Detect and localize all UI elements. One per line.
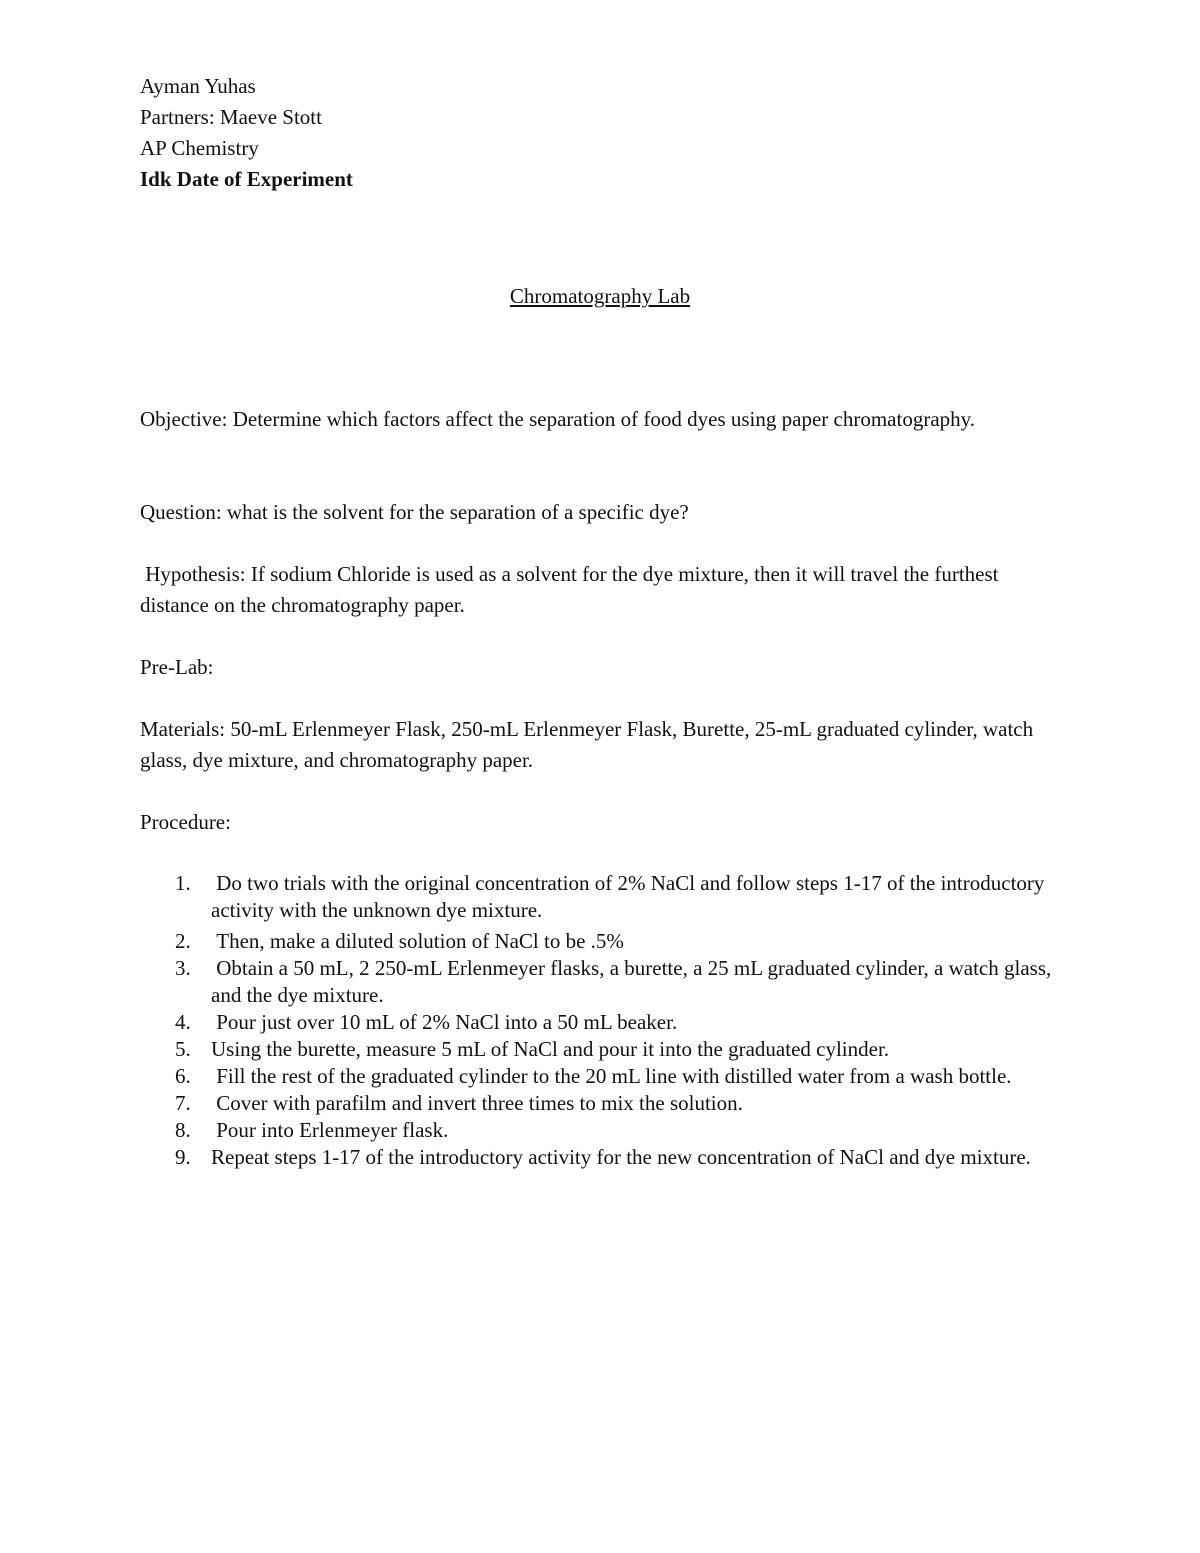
procedure-step-text: Cover with parafilm and invert three times to mix the solution. xyxy=(211,1091,743,1115)
procedure-step-number: 8. xyxy=(175,1118,191,1142)
procedure-step xyxy=(140,1063,1060,1090)
procedure-step-text: Then, make a diluted solution of NaCl to be .5% xyxy=(211,929,624,953)
procedure-step-number: 2. xyxy=(175,929,191,953)
procedure-list xyxy=(140,870,1060,1171)
procedure-step xyxy=(140,1036,1060,1063)
prelab-label: Pre-Lab: xyxy=(140,655,214,679)
objective-paragraph: Objective: Determine which factors affect the separation of food dyes using paper chromatography. xyxy=(140,407,976,431)
procedure-step-text: Fill the rest of the graduated cylinder to the 20 mL line with distilled water from a wash bottle. xyxy=(211,1064,1012,1088)
procedure-step-number: 1. xyxy=(175,871,191,895)
procedure-step-number: 4. xyxy=(175,1010,191,1034)
procedure-step xyxy=(140,870,1060,924)
materials-paragraph: Materials: 50-mL Erlenmeyer Flask, 250-mL Erlenmeyer Flask, Burette, 25-mL graduated cylinder, watch glass, dye mixture, and chromatography paper. xyxy=(140,717,1034,772)
procedure-step xyxy=(140,955,1060,1009)
procedure-step-number: 5. xyxy=(175,1037,191,1061)
procedure-step-number: 7. xyxy=(175,1091,191,1115)
procedure-step xyxy=(140,1090,1060,1117)
procedure-step-number: 6. xyxy=(175,1064,191,1088)
procedure-step-text: Repeat steps 1-17 of the introductory activity for the new concentration of NaCl and dye mixture. xyxy=(211,1145,1031,1169)
document-title xyxy=(0,281,1200,311)
course-line: AP Chemistry xyxy=(140,136,259,160)
procedure-step-number: 3. xyxy=(175,956,191,980)
procedure-step-text: Do two trials with the original concentration of 2% NaCl and follow steps 1-17 of the introductory activity with the unknown dye mixture. xyxy=(211,871,1050,922)
procedure-step-text: Pour just over 10 mL of 2% NaCl into a 50 mL beaker. xyxy=(211,1010,678,1034)
procedure-step xyxy=(140,1117,1060,1144)
question-paragraph: Question: what is the solvent for the separation of a specific dye? xyxy=(140,500,689,524)
procedure-label: Procedure: xyxy=(140,810,231,834)
document-title-text: Chromatography Lab xyxy=(509,284,691,308)
procedure-step xyxy=(140,1009,1060,1036)
procedure-step-text: Pour into Erlenmeyer flask. xyxy=(211,1118,449,1142)
procedure-step xyxy=(140,928,1060,955)
procedure-step xyxy=(140,1144,1060,1171)
procedure-step-text: Obtain a 50 mL, 2 250-mL Erlenmeyer flasks, a burette, a 25 mL graduated cylinder, a watch glass, and the dye mixture. xyxy=(211,956,1057,1007)
date-line: Idk Date of Experiment xyxy=(140,167,353,191)
hypothesis-paragraph: Hypothesis: If sodium Chloride is used as a solvent for the dye mixture, then it will travel the furthest distance on the chromatography paper. xyxy=(140,562,1004,617)
author-name: Ayman Yuhas xyxy=(140,74,256,98)
partners-line: Partners: Maeve Stott xyxy=(140,105,322,129)
procedure-step-text: Using the burette, measure 5 mL of NaCl and pour it into the graduated cylinder. xyxy=(211,1037,890,1061)
procedure-step-number: 9. xyxy=(175,1145,191,1169)
